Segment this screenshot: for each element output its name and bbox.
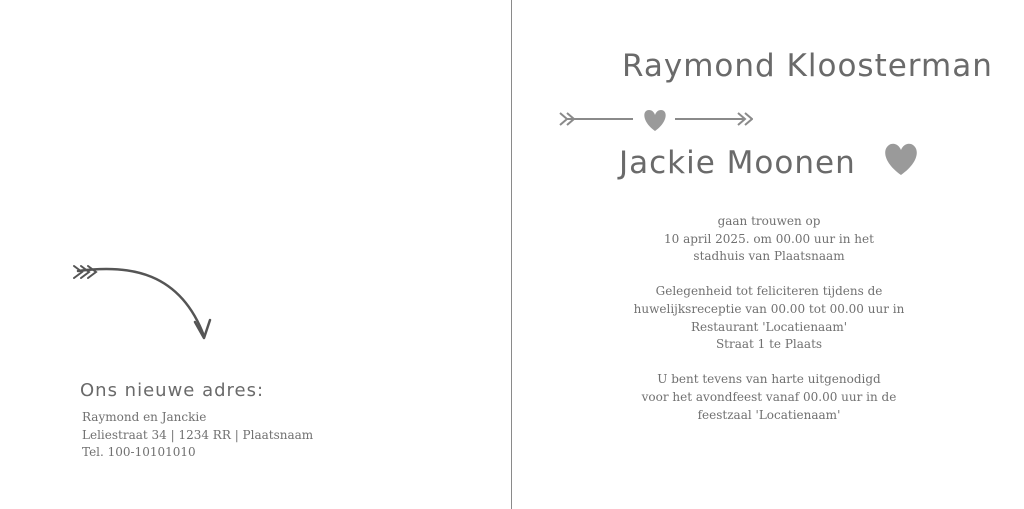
partner-name-2: Jackie Moonen: [619, 145, 856, 181]
partner-name-1: Raymond Kloosterman: [622, 48, 993, 84]
message-block-party: U bent tevens van harte uitgenodigd voor het avondfeest vanaf 00.00 uur in de feestzaal 'Locatienaam': [641, 372, 897, 422]
message-block-reception: Gelegenheid tot feliciteren tijdens de huwelijksreceptie van 00.00 tot 00.00 uur in Restaurant 'Locatienaam' Straat 1 te Plaats: [633, 284, 905, 352]
card-fold-line: [511, 0, 512, 509]
curved-arrow-icon: [70, 262, 220, 347]
address-line: Tel. 100-10101010: [82, 445, 196, 460]
invitation-message: [609, 213, 929, 442]
heart-icon: [882, 142, 920, 176]
address-line: Leliestraat 34 | 1234 RR | Plaatsnaam: [82, 427, 314, 442]
left-page: [0, 0, 511, 509]
address-line: Raymond en Janckie: [82, 410, 207, 424]
address-title: Ons nieuwe adres:: [80, 380, 265, 401]
arrow-heart-divider-icon: [558, 104, 753, 134]
message-block-ceremony: gaan trouwen op 10 april 2025. om 00.00 uur in het stadhuis van Plaatsnaam: [664, 214, 874, 264]
right-page: [513, 0, 1024, 509]
address-block: [82, 409, 313, 462]
